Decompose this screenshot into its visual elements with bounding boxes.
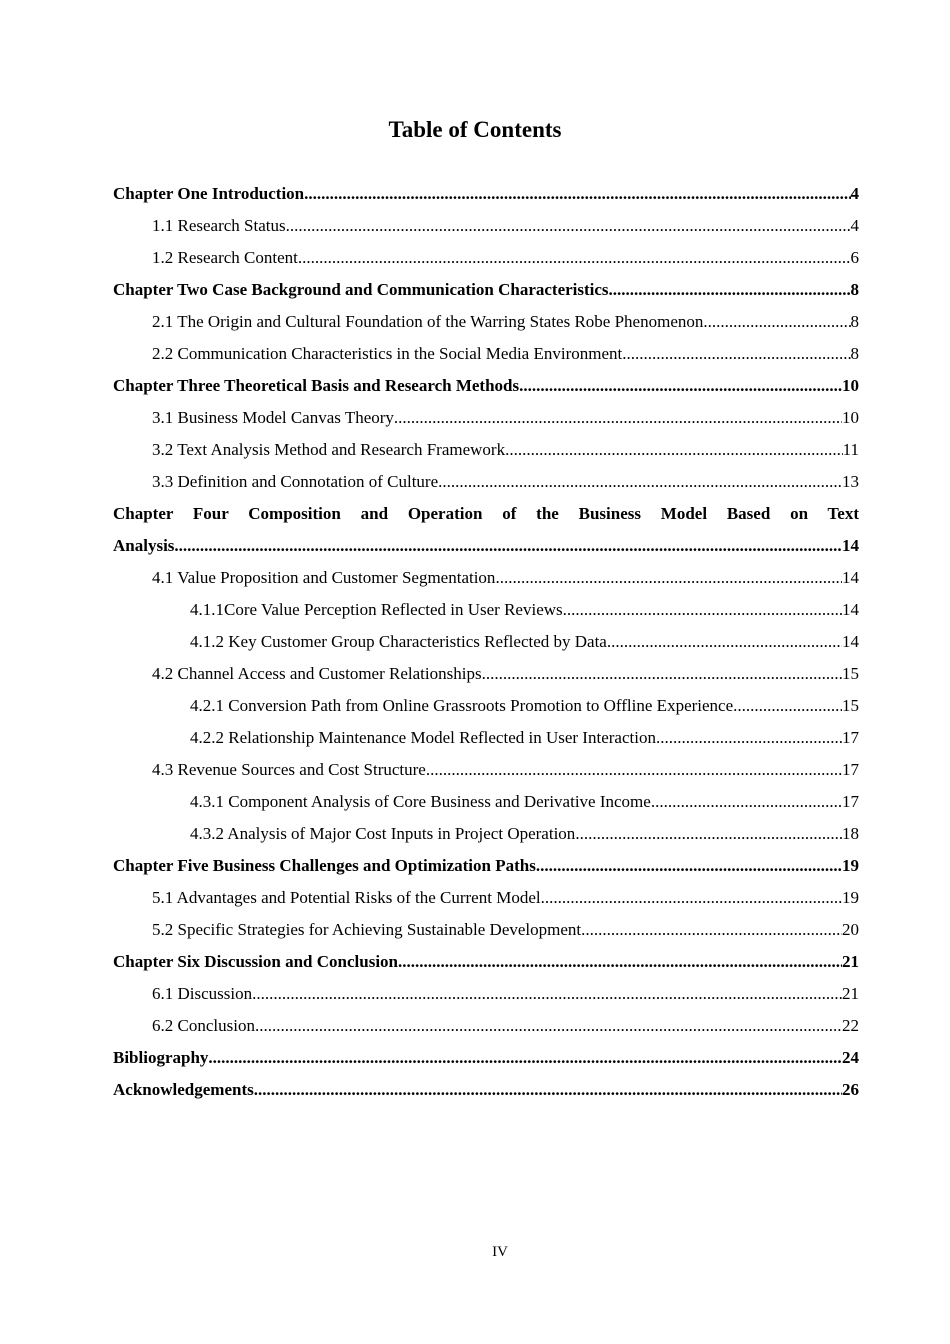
toc-entry[interactable] (113, 434, 859, 466)
toc-entry[interactable] (113, 786, 859, 818)
toc-entry[interactable] (113, 978, 859, 1010)
toc-entry-page: 14 (842, 536, 859, 555)
dot-leader (426, 754, 842, 786)
toc-entry-label: 4.2.2 Relationship Maintenance Model Reflected in User Interaction (190, 728, 656, 747)
dot-leader (394, 402, 842, 434)
toc-entry[interactable] (113, 306, 859, 338)
toc-entry-page: 26 (842, 1080, 859, 1099)
dot-leader (607, 626, 842, 658)
dot-leader (581, 914, 842, 946)
toc-entry-label: 6.2 Conclusion (152, 1016, 255, 1035)
toc-entry[interactable] (113, 882, 859, 914)
toc-entry-page: 14 (842, 600, 859, 619)
toc-entry-label: 5.2 Specific Strategies for Achieving Sustainable Development (152, 920, 582, 939)
toc-entry[interactable] (113, 1010, 859, 1042)
toc-entry[interactable] (113, 594, 859, 626)
toc-entry-label: Chapter Five Business Challenges and Optimization Paths (113, 856, 536, 875)
toc-entry[interactable] (113, 722, 859, 754)
toc-entry-page: 21 (842, 984, 859, 1003)
toc-entry[interactable] (113, 1042, 859, 1074)
toc-entry-page: 8 (850, 312, 859, 331)
toc-entry-wrapped-line[interactable] (113, 498, 859, 530)
dot-leader (252, 978, 842, 1010)
toc-entry[interactable] (113, 178, 859, 210)
toc-entry-label: Chapter One Introduction (113, 184, 305, 203)
toc-entry-label: 3.2 Text Analysis Method and Research Framework (152, 440, 506, 459)
toc-entry-page: 21 (842, 952, 859, 971)
toc-entry-label: Chapter Three Theoretical Basis and Research Methods (113, 376, 520, 395)
dot-leader (286, 210, 851, 242)
toc-entry-label: 4.1.2 Key Customer Group Characteristics Reflected by Data (190, 632, 607, 651)
toc-entry-label: Bibliography (113, 1048, 209, 1067)
toc-entry[interactable] (113, 658, 859, 690)
page-number-footer: IV (492, 1244, 508, 1260)
toc-entry-label: 4.2 Channel Access and Customer Relationships (152, 664, 482, 683)
toc-entry[interactable] (113, 274, 859, 306)
toc-entry[interactable] (113, 530, 859, 562)
toc-entry-page: 22 (842, 1016, 859, 1035)
toc-entry[interactable] (113, 754, 859, 786)
dot-leader (438, 466, 842, 498)
toc-entry-label: Analysis (113, 536, 175, 555)
toc-entry[interactable] (113, 402, 859, 434)
toc-entry-page: 8 (850, 344, 859, 363)
toc-entry-label: Chapter Six Discussion and Conclusion (113, 952, 398, 971)
toc-entry[interactable] (113, 242, 859, 274)
toc-entry[interactable] (113, 946, 859, 978)
toc-entry-page: 10 (842, 408, 859, 427)
toc-entry[interactable] (113, 626, 859, 658)
toc-entry-label: 3.3 Definition and Connotation of Culture (152, 472, 439, 491)
toc-entry[interactable] (113, 914, 859, 946)
toc-entry-page: 19 (842, 856, 859, 875)
dot-leader (495, 562, 842, 594)
dot-leader (575, 818, 842, 850)
toc-entry-label: 2.2 Communication Characteristics in the Social Media Environment (152, 344, 623, 363)
dot-leader (541, 882, 842, 914)
toc-entry-label: 1.1 Research Status (152, 216, 286, 235)
page-title: Table of Contents (388, 117, 562, 142)
dot-leader (708, 306, 851, 338)
toc-entry[interactable] (113, 210, 859, 242)
toc-entry-label: 4.1.1Core Value Perception Reflected in User Reviews (190, 600, 563, 619)
table-of-contents (113, 178, 859, 1106)
toc-entry-label: 4.1 Value Proposition and Customer Segmentation (152, 568, 496, 587)
dot-leader (174, 530, 842, 562)
dot-leader (536, 850, 842, 882)
dot-leader (255, 1010, 842, 1042)
toc-entry-page: 14 (842, 632, 859, 651)
toc-entry-page: 14 (842, 568, 859, 587)
dot-leader (622, 338, 850, 370)
toc-entry-page: 15 (842, 664, 859, 683)
toc-entry-label: Acknowledgements (113, 1080, 254, 1099)
toc-entry-page: 4 (850, 184, 859, 203)
dot-leader (609, 274, 851, 306)
dot-leader (563, 594, 842, 626)
toc-entry-page: 11 (842, 440, 859, 459)
toc-entry[interactable] (113, 562, 859, 594)
toc-entry-page: 17 (842, 792, 859, 811)
toc-entry-page: 18 (842, 824, 859, 843)
toc-entry[interactable] (113, 466, 859, 498)
toc-entry[interactable] (113, 818, 859, 850)
toc-entry-label: 2.1 The Origin and Cultural Foundation of the Warring States Robe Phenomenon. (152, 312, 708, 331)
dot-leader (298, 242, 851, 274)
dot-leader (651, 786, 842, 818)
toc-entry-label: Chapter Two Case Background and Communication Characteristics (113, 280, 609, 299)
toc-entry-page: 17 (842, 760, 859, 779)
dot-leader (304, 178, 850, 210)
toc-entry-page: 10 (842, 376, 859, 395)
toc-entry-page: 13 (842, 472, 859, 491)
toc-entry-page: 15 (842, 696, 859, 715)
dot-leader (208, 1042, 842, 1074)
toc-entry-label: 4.2.1 Conversion Path from Online Grassroots Promotion to Offline Experience (190, 696, 734, 715)
toc-entry-label: 4.3.2 Analysis of Major Cost Inputs in Project Operation (190, 824, 576, 843)
toc-entry-page: 24 (842, 1048, 859, 1067)
toc-entry-page: 19 (842, 888, 859, 907)
toc-entry-label: 1.2 Research Content (152, 248, 298, 267)
toc-entry-label: 5.1 Advantages and Potential Risks of the Current Model (152, 888, 541, 907)
toc-entry[interactable] (113, 1074, 859, 1106)
toc-entry-page: 20 (842, 920, 859, 939)
toc-entry-label: 4.3 Revenue Sources and Cost Structure (152, 760, 426, 779)
toc-entry-label-line1: Chapter Four Composition and Operation of the Business Model Based on Text (113, 504, 859, 523)
dot-leader (733, 690, 842, 722)
toc-entry-page: 8 (850, 280, 859, 299)
dot-leader (482, 658, 842, 690)
toc-entry[interactable] (113, 370, 859, 402)
toc-entry-page: 4 (850, 216, 859, 235)
dot-leader (398, 946, 842, 978)
toc-entry[interactable] (113, 850, 859, 882)
toc-entry[interactable] (113, 690, 859, 722)
dot-leader (656, 722, 842, 754)
toc-entry-label: 3.1 Business Model Canvas Theory (152, 408, 394, 427)
toc-entry-page: 6 (850, 248, 859, 267)
toc-entry[interactable] (113, 338, 859, 370)
dot-leader (505, 434, 843, 466)
dot-leader (519, 370, 842, 402)
dot-leader (254, 1074, 842, 1106)
toc-entry-page: 17 (842, 728, 859, 747)
toc-entry-label: 6.1 Discussion (152, 984, 253, 1003)
toc-entry-label: 4.3.1 Component Analysis of Core Business and Derivative Income (190, 792, 651, 811)
